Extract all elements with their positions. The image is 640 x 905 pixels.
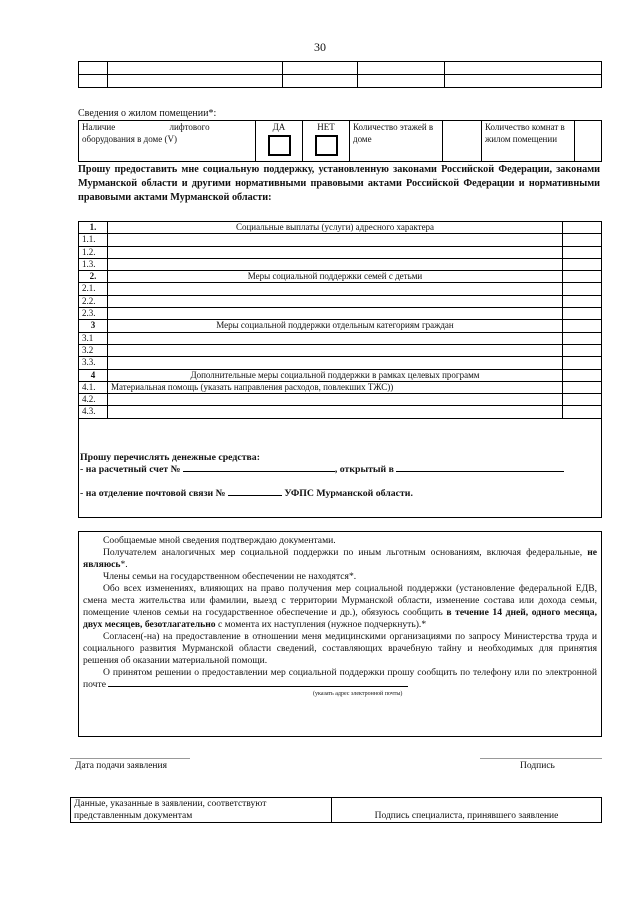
row-title[interactable] (108, 406, 563, 418)
section-header-row (79, 271, 602, 283)
row-number: 3.3. (79, 357, 108, 369)
service-row (79, 344, 602, 356)
service-row (79, 332, 602, 344)
rooms-label: Количество комнат в жилом помещении (482, 121, 575, 162)
money-transfer: Прошу перечислять денежные средства: - на расчетный счет № , открытый в - на отделение почтовой связи № УФПС Мурманской области. (80, 452, 600, 500)
row-number: 4.2. (79, 394, 108, 406)
no-label: НЕТ (317, 122, 335, 132)
row-title: Меры социальной поддержки семей с детьми (108, 271, 563, 283)
service-row (79, 308, 602, 320)
page-number: 30 (314, 40, 326, 54)
row-title[interactable] (108, 308, 563, 320)
services-table (78, 221, 602, 419)
row-mark[interactable] (563, 271, 602, 283)
row-number: 2. (79, 271, 108, 283)
section-header-row (79, 320, 602, 332)
row-mark[interactable] (563, 320, 602, 332)
date-label: Дата подачи заявления (75, 761, 167, 771)
rooms-input[interactable] (575, 121, 602, 162)
row-number: 1.2. (79, 246, 108, 258)
bank-field[interactable] (396, 471, 564, 472)
row-title: Социальные выплаты (услуги) адресного характера (108, 222, 563, 234)
row-number: 2.1. (79, 283, 108, 295)
service-row (79, 258, 602, 270)
section-header-row (79, 222, 602, 234)
row-title: Дополнительные меры социальной поддержки в рамках целевых программ (108, 369, 563, 381)
row-mark[interactable] (563, 369, 602, 381)
row-number: 1. (79, 222, 108, 234)
row-number: 4 (79, 369, 108, 381)
row-mark[interactable] (563, 344, 602, 356)
row-number: 2.3. (79, 308, 108, 320)
row-title[interactable] (108, 258, 563, 270)
row-number: 2.2. (79, 295, 108, 307)
row-number: 4.1. (79, 381, 108, 393)
housing-title: Сведения о жилом помещении*: (78, 108, 217, 119)
service-row (79, 357, 602, 369)
contact-field[interactable] (108, 686, 408, 687)
yes-label: ДА (272, 122, 286, 132)
row-title[interactable] (108, 344, 563, 356)
email-hint: (указать адрес электронной почты) (313, 691, 403, 697)
account-number-field[interactable] (183, 471, 335, 472)
row-number: 1.3. (79, 258, 108, 270)
top-table (78, 61, 602, 88)
row-title[interactable] (108, 283, 563, 295)
row-mark[interactable] (563, 332, 602, 344)
floors-input[interactable] (443, 121, 482, 162)
row-title[interactable] (108, 394, 563, 406)
row-mark[interactable] (563, 394, 602, 406)
row-title[interactable] (108, 357, 563, 369)
row-mark[interactable] (563, 234, 602, 246)
verification-table: Данные, указанные в заявлении, соответствуют представленным документам Подпись специалиста, принявшего заявление (70, 797, 602, 823)
signature-line[interactable] (480, 758, 602, 759)
request-text: Прошу предоставить мне социальную поддержку, установленную законами Российской Федерации, законами Мурманской области и другими нормативными правовыми актами Российской Федерации и нормативными правовыми актами Мурманской области: (78, 164, 600, 203)
money-title: Прошу перечислять денежные средства: (80, 452, 260, 463)
services-box (78, 221, 602, 518)
no-checkbox[interactable] (315, 135, 338, 156)
service-row (79, 283, 602, 295)
date-line[interactable] (70, 758, 190, 759)
row-title[interactable] (108, 246, 563, 258)
service-row (79, 406, 602, 418)
confirmation-block: Сообщаемые мной сведения подтверждаю документами. Получателем аналогичных мер социальной поддержки по иным льготным основаниям, включая федеральные, не являюсь*. Члены семьи на государственном обеспечении не находятся*. Обо всех изменениях, влияющих на право получения мер социальной поддержки (установление федеральной ЕДВ, смена места жительства или фамилии, выезд с территории Мурманской области, изменение состава или дохода семьи, помещение членов семьи на государственное обеспечение и др.), обязуюсь сообщить в течение 14 дней, одного месяца, двух месяцев, безотлагательно с момента их наступления (нужное подчеркнуть).* Согласен(-на) на предоставление в отношении меня медицинскими организациями по запросу Министерства труда и социального развития Мурманской области сведений, составляющих врачебную тайну и необходимых для принятия решения об оказании материальной помощи. О принятом решении о предоставлении мер социальной поддержки прошу сообщить по телефону или по электронной почте (указать адрес электронной почты) (78, 531, 602, 737)
row-number: 3.1 (79, 332, 108, 344)
row-mark[interactable] (563, 295, 602, 307)
service-row (79, 295, 602, 307)
row-mark[interactable] (563, 381, 602, 393)
floors-label: Количество этажей в доме (350, 121, 443, 162)
row-number: 3 (79, 320, 108, 332)
post-office-field[interactable] (228, 495, 282, 496)
row-title[interactable] (108, 234, 563, 246)
service-row (79, 394, 602, 406)
row-title[interactable] (108, 295, 563, 307)
row-number: 4.3. (79, 406, 108, 418)
elevator-label: Наличие лифтового (82, 122, 210, 132)
row-title: Меры социальной поддержки отдельным категориям граждан (108, 320, 563, 332)
specialist-signature: Подпись специалиста, принявшего заявление (332, 798, 602, 823)
row-title[interactable] (108, 332, 563, 344)
section-header-row (79, 369, 602, 381)
row-mark[interactable] (563, 222, 602, 234)
service-row (79, 234, 602, 246)
yes-checkbox[interactable] (268, 135, 291, 156)
housing-table: Наличие лифтового оборудования в доме (V) ДА НЕТ Количество этажей в доме Количество комнат в жилом помещении (78, 120, 602, 162)
service-row (79, 381, 602, 393)
row-mark[interactable] (563, 283, 602, 295)
signature-label: Подпись (520, 761, 555, 771)
row-mark[interactable] (563, 406, 602, 418)
row-number: 3.2 (79, 344, 108, 356)
row-mark[interactable] (563, 246, 602, 258)
row-title[interactable]: Материальная помощь (указать направления расходов, повлекших ТЖС)) (108, 381, 563, 393)
row-mark[interactable] (563, 258, 602, 270)
row-mark[interactable] (563, 308, 602, 320)
row-number: 1.1. (79, 234, 108, 246)
row-mark[interactable] (563, 357, 602, 369)
service-row (79, 246, 602, 258)
